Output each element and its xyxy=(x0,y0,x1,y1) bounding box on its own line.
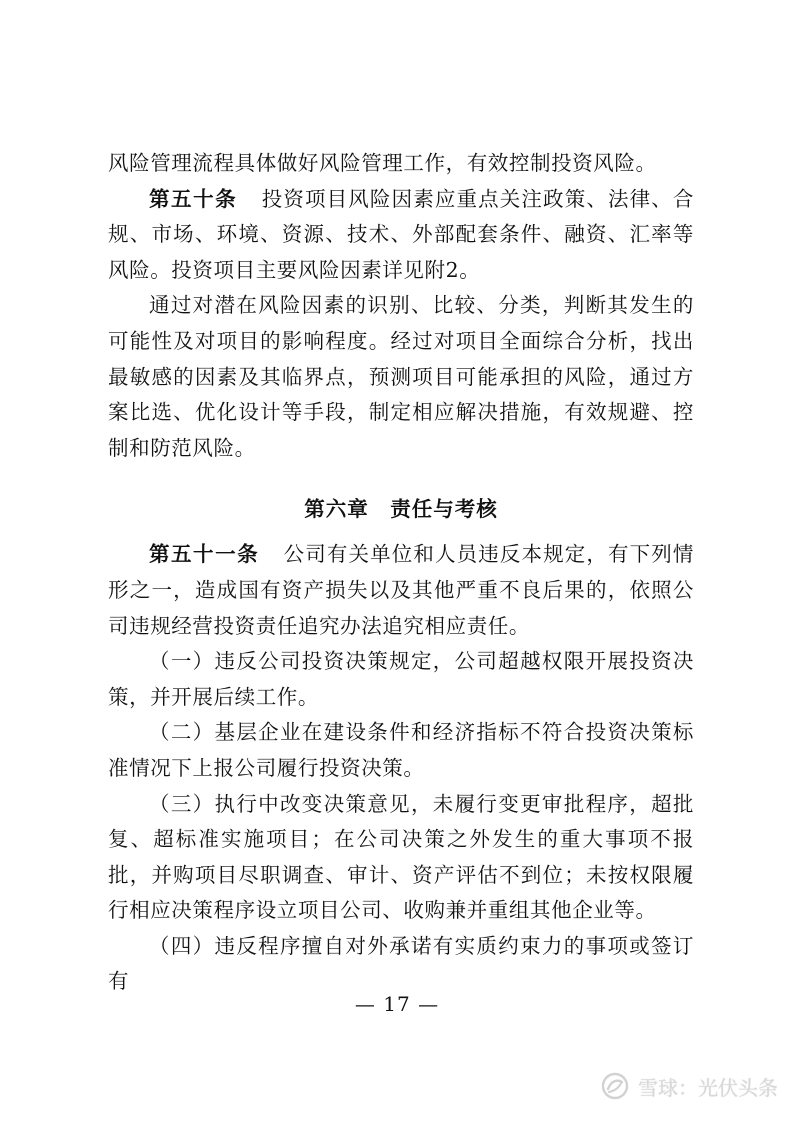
page-number: — 17 — xyxy=(354,992,440,1016)
list-item-text: （二）基层企业在建设条件和经济指标不符合投资决策标准情况下上报公司履行投资决策。 xyxy=(108,720,694,780)
list-item-2 xyxy=(108,715,694,786)
list-item-text: （四）违反程序擅自对外承诺有实质约束力的事项或签订有 xyxy=(108,933,694,994)
paragraph-continued xyxy=(108,146,694,182)
paragraph-risk-analysis xyxy=(108,288,694,466)
article-text: 公司有关单位和人员违反本规定，有下列情形之一，造成国有资产损失以及其他严重不良后果的，依照公司违规经营投资责任追究办法追究相应责任。 xyxy=(108,542,694,638)
watermark-text: 雪球：光伏头条 xyxy=(638,1075,778,1100)
document-body xyxy=(108,146,694,1000)
article-51 xyxy=(108,537,694,644)
list-item-text: （一）违反公司投资决策规定，公司超越权限开展投资决策，并开展后续工作。 xyxy=(108,649,694,709)
article-label: 第五十一条 xyxy=(149,542,260,567)
article-50 xyxy=(108,182,694,289)
watermark xyxy=(600,1071,778,1101)
paragraph-text: 通过对潜在风险因素的识别、比较、分类，判断其发生的可能性及对项目的影响程度。经过对项目全面综合分析，找出最敏感的因素及其临界点，预测项目可能承担的风险，通过方案比选、优化设计等手段，制定相应解决措施，有效规避、控制和防范风险。 xyxy=(108,293,694,460)
article-text: 投资项目风险因素应重点关注政策、法律、合规、市场、环境、资源、技术、外部配套条件、融资、汇率等风险。投资项目主要风险因素详见附2。 xyxy=(108,186,695,282)
snowball-logo-icon xyxy=(600,1071,630,1101)
list-item-1 xyxy=(108,644,694,715)
list-item-text: （三）执行中改变决策意见，未履行变更审批程序，超批复、超标准实施项目；在公司决策之外发生的重大事项不报批，并购项目尽职调查、审计、资产评估不到位；未按权限履行相应决策程序设立项目公司、收购兼并重组其他企业等。 xyxy=(108,791,694,923)
chapter-heading: 第六章 责任与考核 xyxy=(304,497,498,522)
list-item-4 xyxy=(108,929,694,1000)
article-label: 第五十条 xyxy=(149,186,238,211)
paragraph-text: 风险管理流程具体做好风险管理工作，有效控制投资风险。 xyxy=(108,151,657,175)
list-item-3 xyxy=(108,787,694,929)
